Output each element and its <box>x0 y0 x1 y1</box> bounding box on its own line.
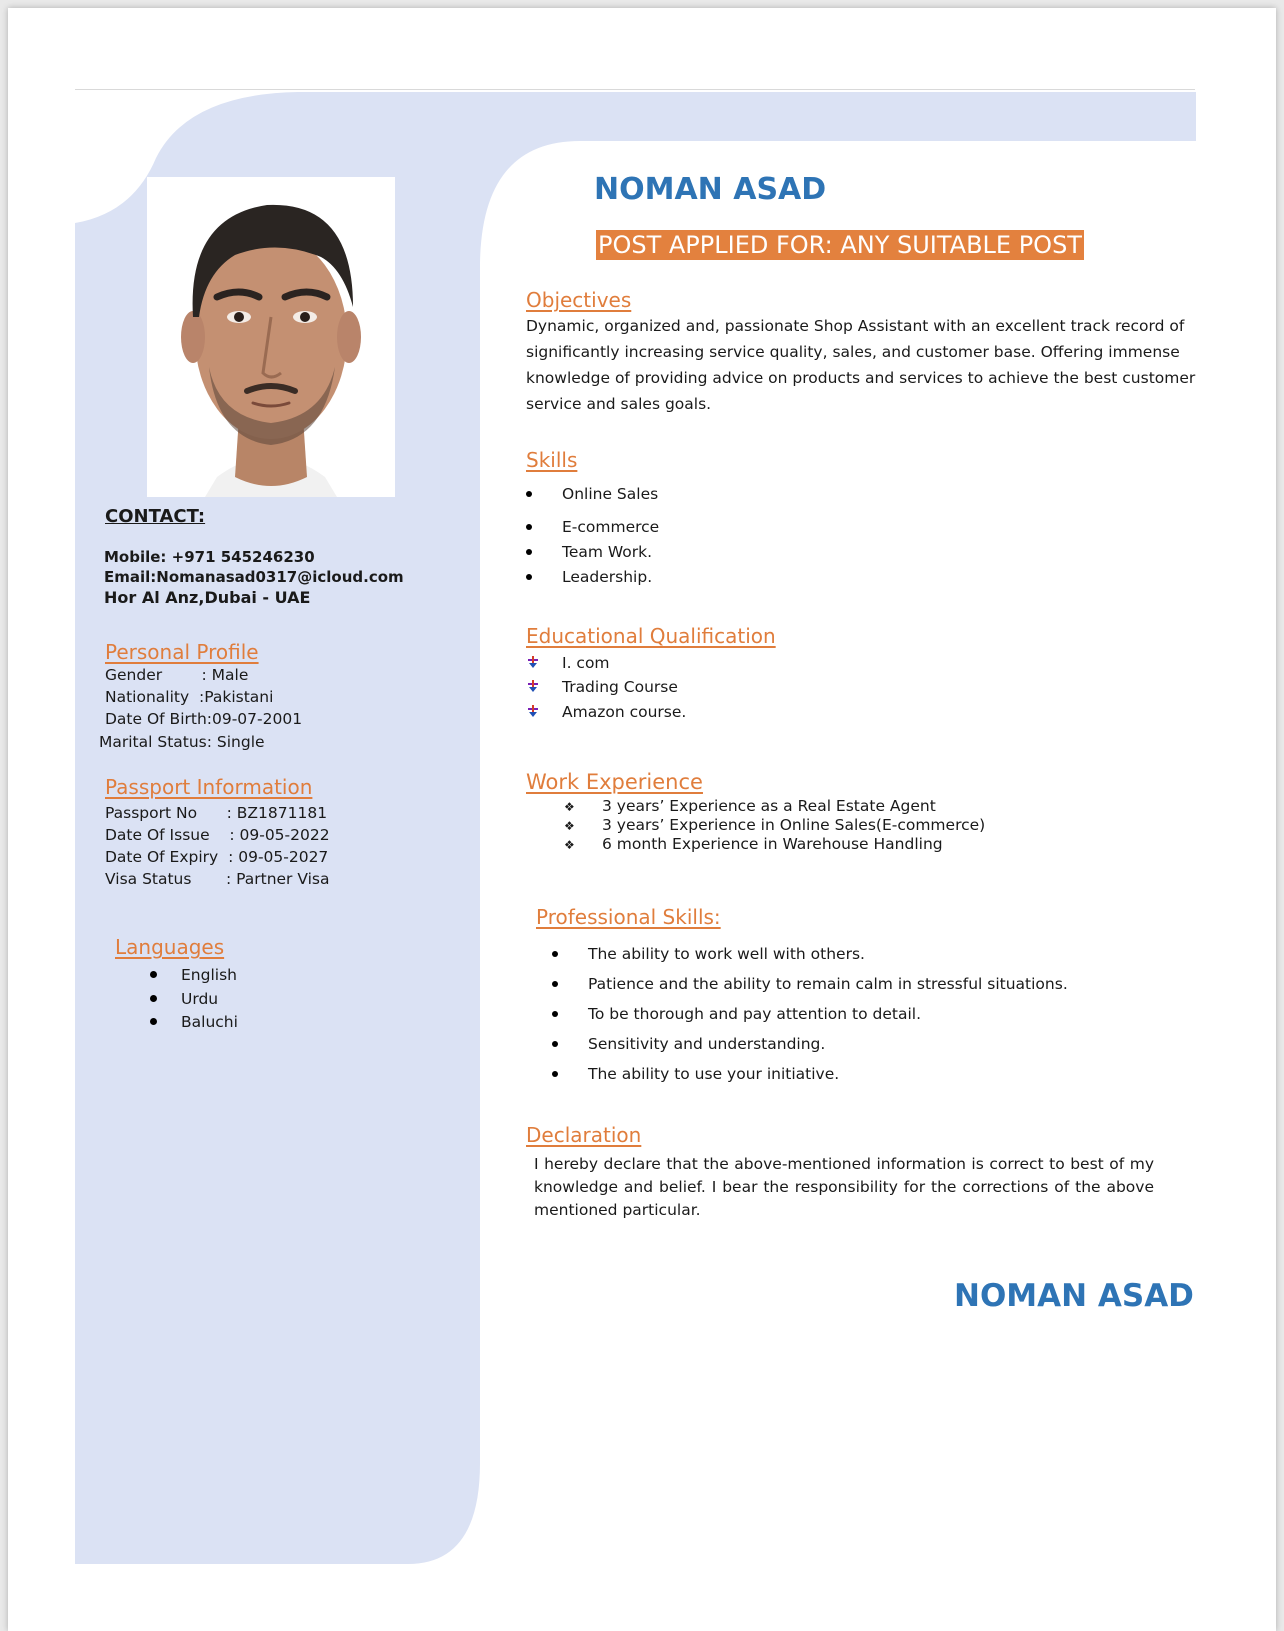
bullet-icon <box>552 951 558 957</box>
diamond-bullet-icon: ❖ <box>564 819 575 833</box>
bullet-icon <box>150 971 157 978</box>
list-item: To be thorough and pay attention to detail. <box>552 1005 921 1023</box>
bullet-icon <box>552 1011 558 1017</box>
list-item: Leadership. <box>526 568 652 586</box>
bullet-icon <box>150 995 157 1002</box>
list-item: ❖ 3 years’ Experience in Online Sales(E-commerce) <box>564 816 986 834</box>
list-item: Amazon course. <box>526 703 686 721</box>
list-item: Sensitivity and understanding. <box>552 1035 825 1053</box>
declaration-text: I hereby declare that the above-mentioned information is correct to best of my knowledge and belief. I bear the responsibility for the corrections of the above mentioned particular. <box>534 1155 1154 1219</box>
visa-status: Visa Status : Partner Visa <box>105 870 330 888</box>
list-item: Online Sales <box>526 485 658 503</box>
passport-issue-date: Date Of Issue : 09-05-2022 <box>105 826 330 844</box>
list-item: ❖ 6 month Experience in Warehouse Handling <box>564 835 943 853</box>
post-applied-badge: POST APPLIED FOR: ANY SUITABLE POST <box>598 231 1082 259</box>
bullet-icon <box>526 491 532 497</box>
list-item: Urdu <box>150 990 218 1008</box>
candidate-name: NOMAN ASAD <box>594 172 827 207</box>
list-item: Baluchi <box>150 1013 238 1031</box>
list-item: E-commerce <box>526 518 659 536</box>
profile-dob: Date Of Birth:09-07-2001 <box>105 710 303 728</box>
profile-gender: Gender : Male <box>105 666 249 684</box>
list-item: ❖ 3 years’ Experience as a Real Estate Agent <box>564 797 936 815</box>
objectives-line: significantly increasing service quality, sales, and customer base. Offering immense <box>526 343 1180 361</box>
bullet-icon <box>552 1071 558 1077</box>
profile-photo <box>147 177 395 497</box>
bullet-icon <box>552 981 558 987</box>
contact-mobile: Mobile: +971 545246230 <box>104 548 315 566</box>
profile-nationality: Nationality :Pakistani <box>105 688 274 706</box>
arrow-down-bullet-icon <box>526 655 540 669</box>
list-item: The ability to use your initiative. <box>552 1065 839 1083</box>
arrow-down-bullet-icon <box>526 704 540 718</box>
arrow-down-bullet-icon <box>526 679 540 693</box>
list-item: I. com <box>526 654 610 672</box>
professional-skills-heading: Professional Skills: <box>536 905 721 929</box>
skills-heading: Skills <box>526 448 578 472</box>
objectives-line: knowledge of providing advice on products and services to achieve the best customer <box>526 369 1196 387</box>
education-heading: Educational Qualification <box>526 624 776 648</box>
diamond-bullet-icon: ❖ <box>564 838 575 852</box>
list-item: Team Work. <box>526 543 652 561</box>
passport-expiry-date: Date Of Expiry : 09-05-2027 <box>105 848 329 866</box>
bullet-icon <box>526 549 532 555</box>
bullet-icon <box>526 524 532 530</box>
bullet-icon <box>552 1041 558 1047</box>
bullet-icon <box>526 574 532 580</box>
bullet-icon <box>150 1018 157 1025</box>
diamond-bullet-icon: ❖ <box>564 800 575 814</box>
personal-profile-heading: Personal Profile <box>105 640 259 664</box>
contact-email: Email:Nomanasad0317@icloud.com <box>104 568 404 586</box>
passport-number: Passport No : BZ1871181 <box>105 804 328 822</box>
signature-name: NOMAN ASAD <box>954 1278 1194 1314</box>
work-experience-heading: Work Experience <box>526 770 703 794</box>
profile-marital-status: Marital Status: Single <box>99 733 265 751</box>
declaration-heading: Declaration <box>526 1123 642 1147</box>
list-item: Patience and the ability to remain calm in stressful situations. <box>552 975 1068 993</box>
list-item: English <box>150 966 237 984</box>
list-item: The ability to work well with others. <box>552 945 865 963</box>
objectives-line: service and sales goals. <box>526 395 712 413</box>
list-item: Trading Course <box>526 678 678 696</box>
languages-heading: Languages <box>115 935 225 959</box>
passport-heading: Passport Information <box>105 775 313 799</box>
objectives-heading: Objectives <box>526 288 632 312</box>
contact-address: Hor Al Anz,Dubai - UAE <box>104 588 311 607</box>
contact-heading: CONTACT: <box>105 506 206 527</box>
objectives-line: Dynamic, organized and, passionate Shop Assistant with an excellent track record of <box>526 317 1185 335</box>
resume-page <box>8 8 1276 1631</box>
